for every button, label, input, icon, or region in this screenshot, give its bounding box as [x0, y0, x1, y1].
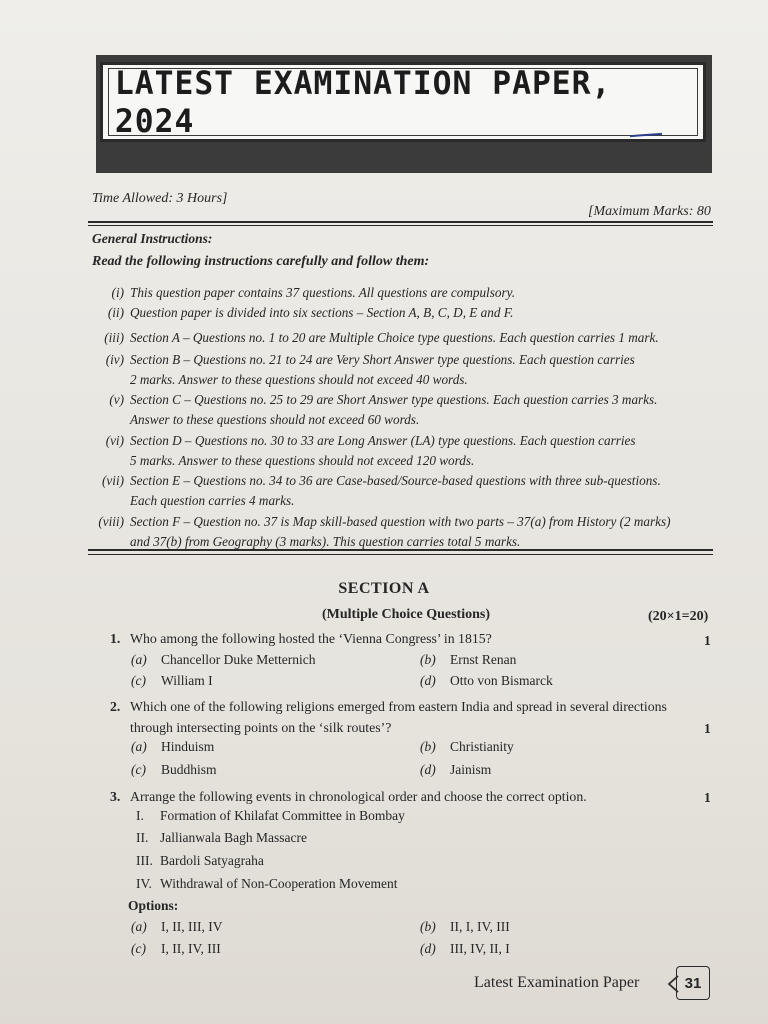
- instruction-text: Section B – Questions no. 21 to 24 are Very Short Answer type questions. Each question carries: [130, 352, 635, 367]
- question-number: 1.: [110, 631, 121, 646]
- divider: [88, 554, 713, 555]
- question-marks: 1: [704, 790, 711, 805]
- instruction-number: (vi): [105, 433, 124, 448]
- instruction-text: Section F – Question no. 37 is Map skill-based question with two parts – 37(a) from History (2 marks): [130, 514, 671, 529]
- instruction-text: 5 marks. Answer to these questions should not exceed 120 words.: [130, 453, 475, 468]
- option-letter: (c): [131, 941, 146, 956]
- instruction-text: Section A – Questions no. 1 to 20 are Multiple Choice type questions. Each question carries 1 mark.: [130, 330, 659, 345]
- instruction-number: (iii): [104, 330, 124, 345]
- instruction-text: Answer to these questions should not exceed 60 words.: [130, 412, 420, 427]
- question-number: 3.: [110, 789, 121, 804]
- question-number: 2.: [110, 699, 121, 714]
- event-text: Bardoli Satyagraha: [160, 853, 264, 868]
- event-text: Formation of Khilafat Committee in Bombay: [160, 808, 405, 823]
- option-letter: (b): [420, 652, 436, 667]
- instructions-lead: Read the following instructions carefully and follow them:: [92, 254, 430, 269]
- question-marks: 1: [704, 633, 711, 648]
- instruction-number: (vii): [102, 473, 124, 488]
- option-text: III, IV, II, I: [450, 941, 510, 956]
- option-letter: (a): [131, 919, 147, 934]
- option-text: Otto von Bismarck: [450, 673, 553, 688]
- general-instructions-heading: General Instructions:: [92, 231, 213, 246]
- option-text: I, II, III, IV: [161, 919, 223, 934]
- option-text: I, II, IV, III: [161, 941, 221, 956]
- option-text: II, I, IV, III: [450, 919, 510, 934]
- question-text: through intersecting points on the ‘silk routes’?: [130, 720, 392, 735]
- instruction-number: (v): [109, 392, 124, 407]
- instruction-text: 2 marks. Answer to these questions should not exceed 40 words.: [130, 372, 468, 387]
- instruction-text: and 37(b) from Geography (3 marks). This question carries total 5 marks.: [130, 534, 521, 549]
- instruction-text: Question paper is divided into six sections – Section A, B, C, D, E and F.: [130, 305, 514, 320]
- option-text: William I: [161, 673, 213, 688]
- footer-text: Latest Examination Paper: [474, 974, 640, 991]
- option-text: Jainism: [450, 762, 492, 777]
- question-text: Which one of the following religions emerged from eastern India and spread in several directions: [130, 699, 667, 714]
- option-text: Ernst Renan: [450, 652, 517, 667]
- option-letter: (d): [420, 941, 436, 956]
- option-text: Buddhism: [161, 762, 217, 777]
- option-text: Chancellor Duke Metternich: [161, 652, 316, 667]
- option-letter: (c): [131, 673, 146, 688]
- divider: [88, 549, 713, 551]
- divider: [88, 225, 713, 226]
- instruction-text: Section C – Questions no. 25 to 29 are Short Answer type questions. Each question carries 3 marks.: [130, 392, 658, 407]
- option-letter: (d): [420, 762, 436, 777]
- title-banner-inner: [108, 64, 698, 140]
- event-numeral: IV.: [136, 876, 152, 891]
- maximum-marks: [Maximum Marks: 80: [588, 204, 711, 219]
- section-title: SECTION A: [338, 580, 430, 597]
- options-label: Options:: [128, 898, 179, 913]
- option-letter: (c): [131, 762, 146, 777]
- instruction-text: Each question carries 4 marks.: [130, 493, 295, 508]
- page-number: 31: [676, 966, 710, 1000]
- instruction-text: Section E – Questions no. 34 to 36 are Case-based/Source-based questions with three sub-questions.: [130, 473, 661, 488]
- event-numeral: I.: [136, 808, 144, 823]
- section-subtitle: (Multiple Choice Questions): [322, 607, 490, 622]
- option-letter: (d): [420, 673, 436, 688]
- event-text: Withdrawal of Non-Cooperation Movement: [160, 876, 398, 891]
- event-numeral: III.: [136, 853, 153, 868]
- instruction-number: (viii): [98, 514, 124, 529]
- option-letter: (b): [420, 739, 436, 754]
- instruction-number: (i): [111, 285, 124, 300]
- instruction-text: Section D – Questions no. 30 to 33 are Long Answer (LA) type questions. Each question carries: [130, 433, 636, 448]
- option-letter: (b): [420, 919, 436, 934]
- option-letter: (a): [131, 739, 147, 754]
- divider: [88, 221, 713, 223]
- question-text: Arrange the following events in chronological order and choose the correct option.: [130, 789, 587, 804]
- option-text: Hinduism: [161, 739, 215, 754]
- option-letter: (a): [131, 652, 147, 667]
- instruction-number: (iv): [105, 352, 124, 367]
- instruction-number: (ii): [107, 305, 124, 320]
- section-marks: (20×1=20): [648, 609, 709, 624]
- time-allowed: Time Allowed: 3 Hours]: [92, 191, 228, 206]
- event-numeral: II.: [136, 830, 149, 845]
- question-text: Who among the following hosted the ‘Vienna Congress’ in 1815?: [130, 631, 492, 646]
- instruction-text: This question paper contains 37 questions. All questions are compulsory.: [130, 285, 515, 300]
- page-title: LATEST EXAMINATION PAPER, 2024: [114, 64, 612, 140]
- event-text: Jallianwala Bagh Massacre: [160, 830, 307, 845]
- question-marks: 1: [704, 721, 711, 736]
- option-text: Christianity: [450, 739, 514, 754]
